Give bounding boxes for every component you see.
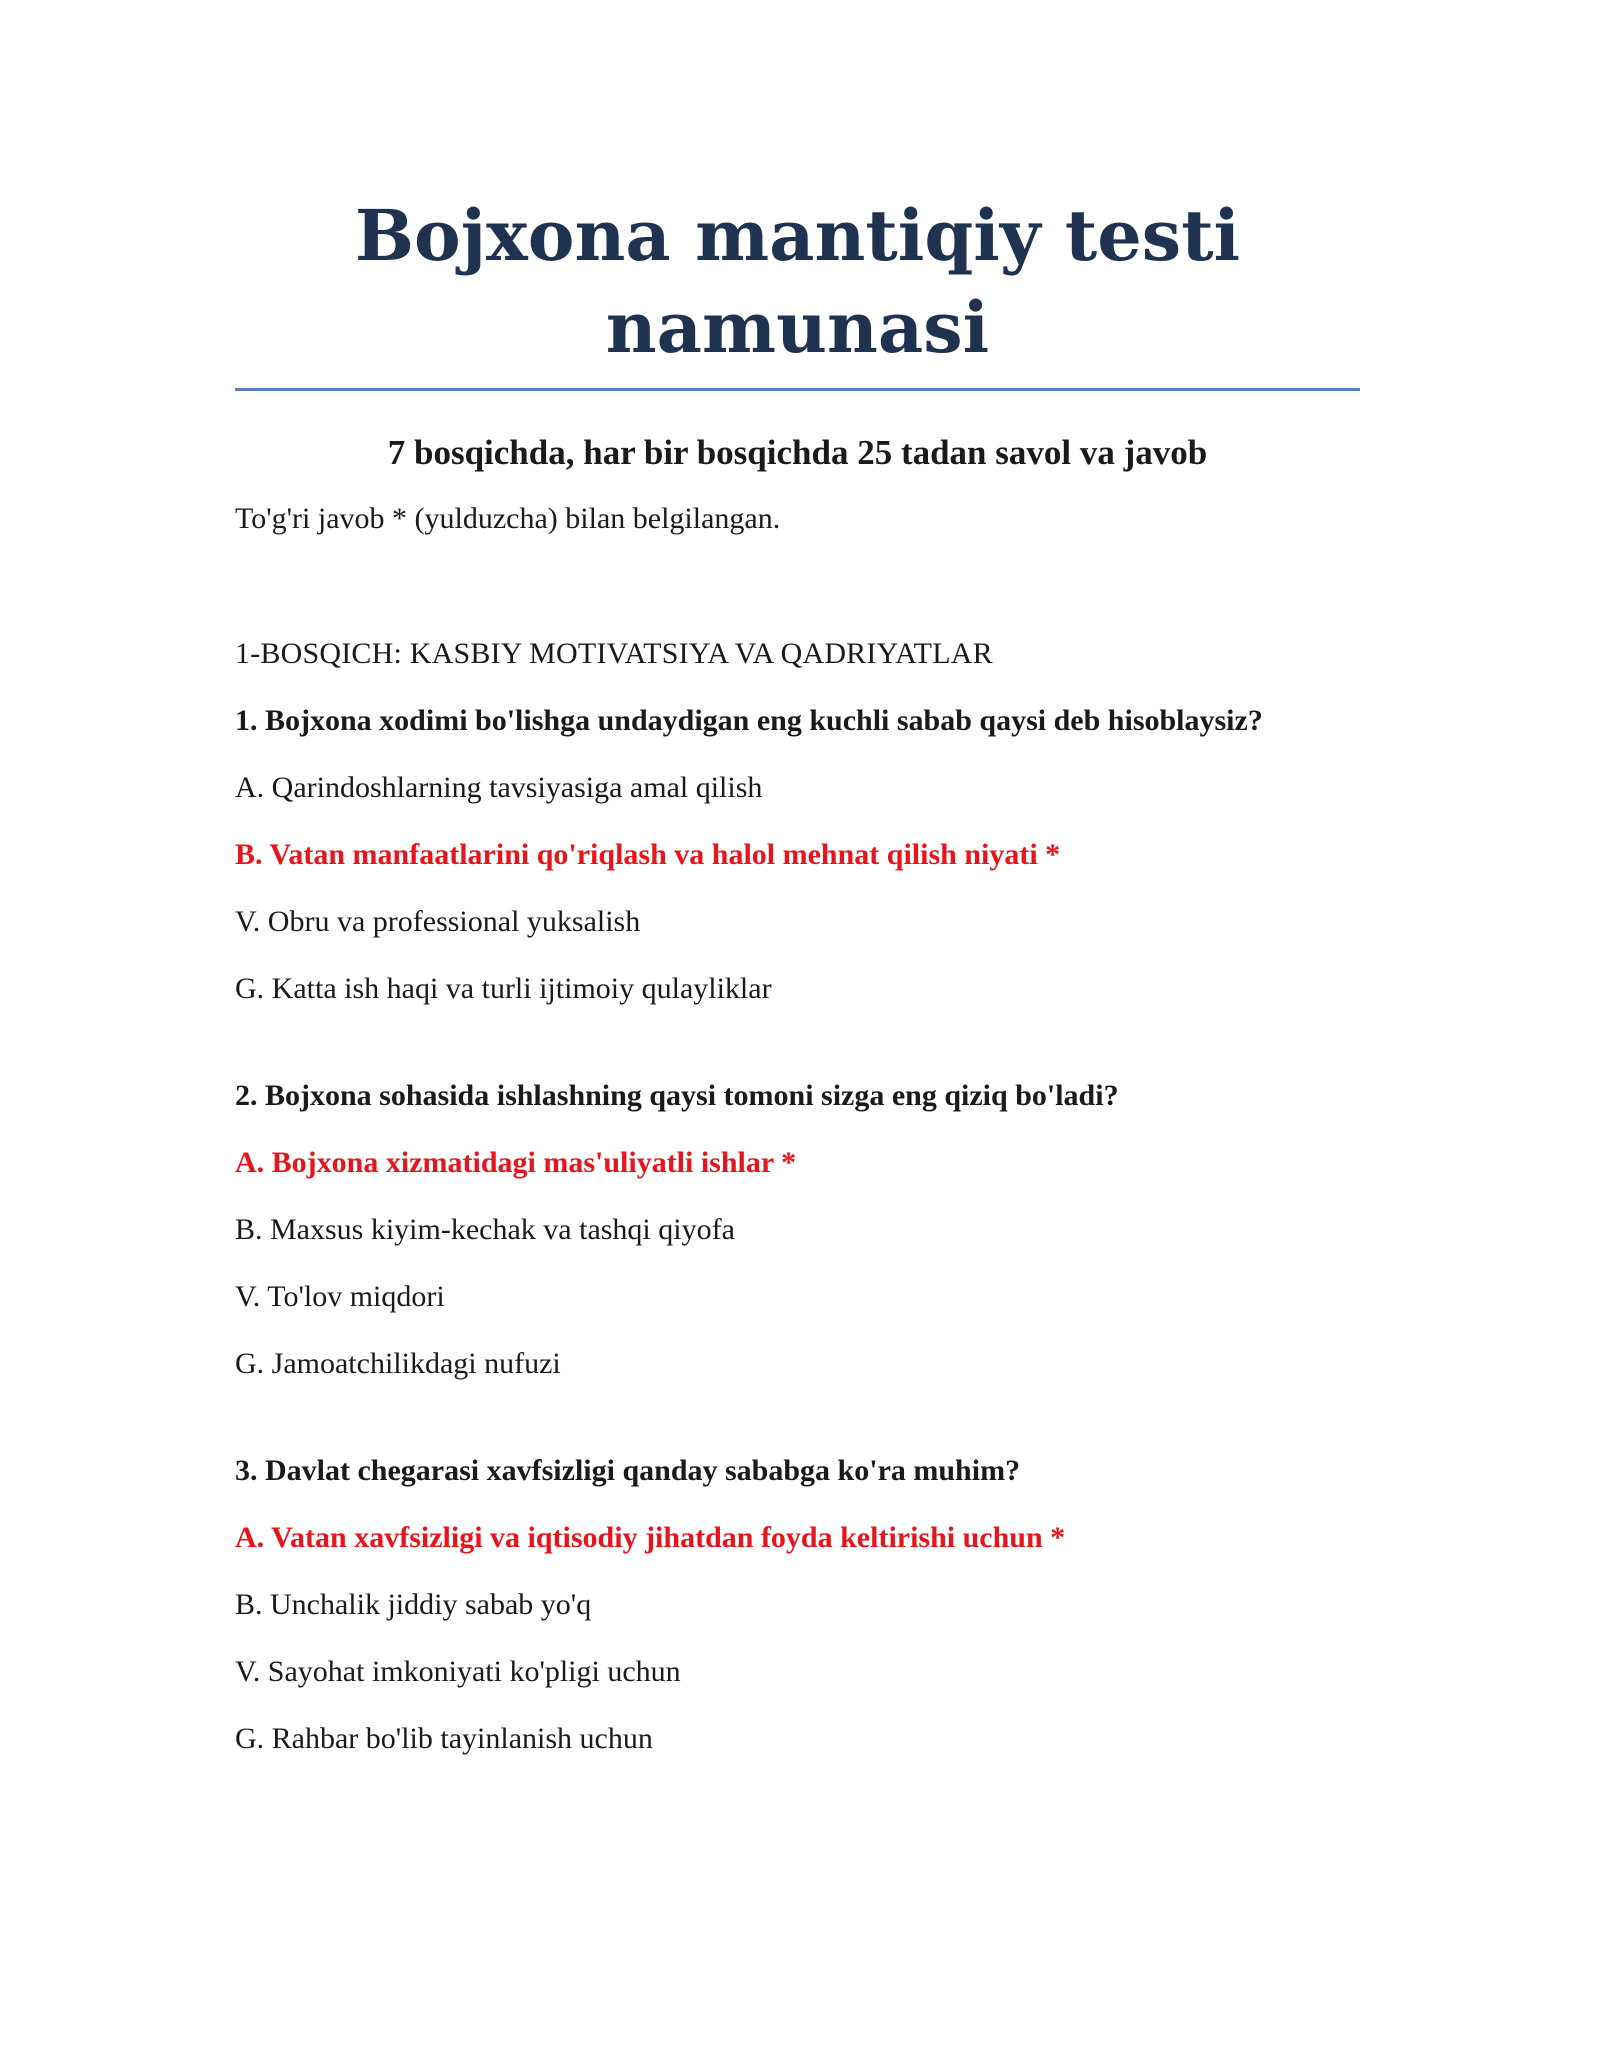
answer-option: B. Unchalik jiddiy sabab yo'q (235, 1588, 592, 1621)
answer-option: G. Rahbar bo'lib tayinlanish uchun (235, 1722, 653, 1755)
question-text: 2. Bojxona sohasida ishlashning qaysi tomoni sizga eng qiziq bo'ladi? (235, 1079, 1119, 1112)
section-title: 1-BOSQICH: KASBIY MOTIVATSIYA VA QADRIYATLAR (235, 637, 993, 670)
question-text: 1. Bojxona xodimi bo'lishga undaydigan eng kuchli sabab qaysi deb hisoblaysiz? (235, 704, 1263, 737)
answer-option: V. To'lov miqdori (235, 1280, 445, 1313)
question-text: 3. Davlat chegarasi xavfsizligi qanday sababga ko'ra muhim? (235, 1454, 1021, 1487)
answer-key-note: To'g'ri javob * (yulduzcha) bilan belgilangan. (235, 502, 781, 535)
question-3 (235, 1451, 1360, 1759)
document-subtitle: 7 bosqichda, har bir bosqichda 25 tadan savol va javob (387, 433, 1208, 472)
document-page (235, 190, 1360, 1759)
answer-option: V. Sayohat imkoniyati ko'pligi uchun (235, 1655, 681, 1688)
correct-answer-option: B. Vatan manfaatlarini qo'riqlash va halol mehnat qilish niyati * (235, 838, 1061, 871)
correct-answer-option: A. Bojxona xizmatidagi mas'uliyatli ishlar * (235, 1146, 797, 1179)
answer-option: G. Jamoatchilikdagi nufuzi (235, 1347, 561, 1380)
answer-option: V. Obru va professional yuksalish (235, 905, 641, 938)
answer-option: B. Maxsus kiyim-kechak va tashqi qiyofa (235, 1213, 735, 1246)
correct-answer-option: A. Vatan xavfsizligi va iqtisodiy jihatdan foyda keltirishi uchun * (235, 1521, 1066, 1554)
answer-option: A. Qarindoshlarning tavsiyasiga amal qilish (235, 771, 763, 804)
question-1 (235, 701, 1360, 1009)
document-title: Bojxona mantiqiy testi namunasi (235, 190, 1360, 391)
question-2 (235, 1076, 1360, 1384)
spacer (235, 1384, 1360, 1451)
spacer (235, 1009, 1360, 1076)
answer-option: G. Katta ish haqi va turli ijtimoiy qulayliklar (235, 972, 772, 1005)
